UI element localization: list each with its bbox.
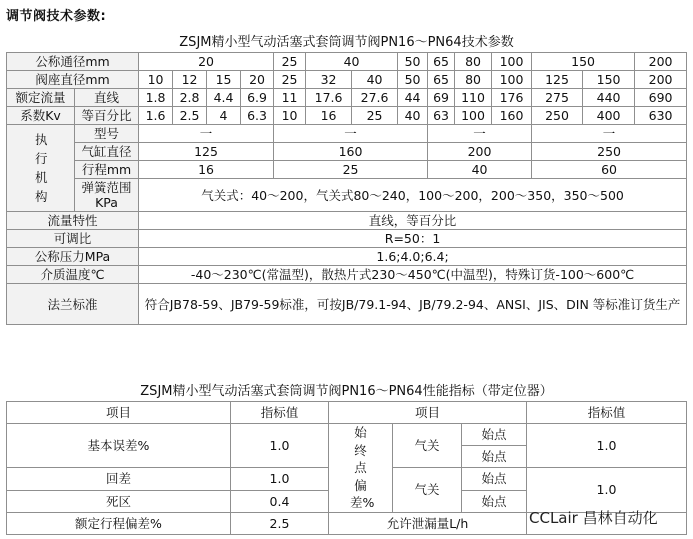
col-header: 项目 bbox=[329, 402, 527, 424]
cell: 69 bbox=[428, 89, 455, 107]
kv-label: 系数Kv bbox=[7, 107, 75, 125]
cell: 125 bbox=[139, 143, 274, 161]
row-linear bbox=[7, 89, 687, 107]
cell: 17.6 bbox=[306, 89, 352, 107]
cell: 12 bbox=[173, 71, 207, 89]
cell: 100 bbox=[455, 107, 492, 125]
row-label: 流量特性 bbox=[7, 212, 139, 230]
cell: 150 bbox=[583, 71, 635, 89]
cell: 16 bbox=[139, 161, 274, 179]
cell: 一 bbox=[139, 125, 274, 143]
cell: 80 bbox=[455, 71, 492, 89]
row-flow-characteristic bbox=[7, 212, 687, 230]
table-row bbox=[7, 424, 687, 446]
cell: 690 bbox=[635, 89, 687, 107]
cell: 200 bbox=[635, 71, 687, 89]
item-cell: 基本误差% bbox=[7, 424, 231, 468]
cell: 4.4 bbox=[207, 89, 241, 107]
cell: 250 bbox=[532, 107, 583, 125]
watermark-logo: CCLair 昌林自动化 bbox=[529, 509, 658, 527]
cell: 100 bbox=[492, 71, 532, 89]
cell: R=50：1 bbox=[139, 230, 687, 248]
value-cell: 1.0 bbox=[527, 424, 687, 468]
page-heading: 调节阀技术参数: bbox=[6, 9, 107, 24]
cell: 32 bbox=[306, 71, 352, 89]
cell: 50 bbox=[398, 53, 428, 71]
row-flange bbox=[7, 284, 687, 325]
cell: 15 bbox=[207, 71, 241, 89]
cell: 40 bbox=[352, 71, 398, 89]
cell: 100 bbox=[492, 53, 532, 71]
cell: 25 bbox=[352, 107, 398, 125]
endpoint-label: 始终点偏差% bbox=[329, 424, 393, 513]
cell: 63 bbox=[428, 107, 455, 125]
cell: 630 bbox=[635, 107, 687, 125]
row-label: 公称通径mm bbox=[7, 53, 139, 71]
table2-caption: ZSJM精小型气动活塞式套筒调节阀PN16～PN64性能指标（带定位器） bbox=[140, 384, 553, 399]
row-label: 气缸直径 bbox=[75, 143, 139, 161]
group-type: 气关 bbox=[393, 424, 462, 468]
row-nominal-pressure bbox=[7, 248, 687, 266]
row-label: 可调比 bbox=[7, 230, 139, 248]
col-header: 指标值 bbox=[527, 402, 687, 424]
row-cylinder bbox=[7, 143, 687, 161]
row-label: 弹簧范围KPa bbox=[75, 179, 139, 212]
flow-label: 额定流量 bbox=[7, 89, 75, 107]
item-cell: 死区 bbox=[7, 490, 231, 512]
cell: 200 bbox=[635, 53, 687, 71]
cell: -40～230℃(常温型)，散热片式230～450℃(中温型)，特殊订货-100～600℃ bbox=[139, 266, 687, 284]
cell: 40 bbox=[428, 161, 532, 179]
cell: 10 bbox=[139, 71, 173, 89]
cell: 160 bbox=[274, 143, 428, 161]
value-cell: 0.4 bbox=[231, 490, 329, 512]
row-nominal-diameter bbox=[7, 53, 687, 71]
leakage-label: 允许泄漏量L/h bbox=[329, 512, 527, 534]
cell: 1.6 bbox=[139, 107, 173, 125]
row-stroke bbox=[7, 161, 687, 179]
cell: 10 bbox=[274, 107, 306, 125]
value-cell: 1.0 bbox=[231, 424, 329, 468]
cell: 25 bbox=[274, 161, 428, 179]
sub-cell: 始点 bbox=[462, 424, 527, 446]
cell: 400 bbox=[583, 107, 635, 125]
cell: 2.8 bbox=[173, 89, 207, 107]
cell: 11 bbox=[274, 89, 306, 107]
cell: 50 bbox=[398, 71, 428, 89]
cell: 150 bbox=[532, 53, 635, 71]
cell: 气关式：40～200，气关式80～240，100～200，200～350，350～500 bbox=[139, 179, 687, 212]
cell: 275 bbox=[532, 89, 583, 107]
col-header: 项目 bbox=[7, 402, 231, 424]
cell: 40 bbox=[398, 107, 428, 125]
cell: 6.3 bbox=[241, 107, 274, 125]
cell: 40 bbox=[306, 53, 398, 71]
sub-cell: 始点 bbox=[462, 490, 527, 512]
cell: 1.8 bbox=[139, 89, 173, 107]
value-cell: 1.0 bbox=[527, 468, 687, 513]
cell: 160 bbox=[492, 107, 532, 125]
cell: 80 bbox=[455, 53, 492, 71]
cell: 176 bbox=[492, 89, 532, 107]
col-header: 指标值 bbox=[231, 402, 329, 424]
cell: 直线，等百分比 bbox=[139, 212, 687, 230]
row-label: 行程mm bbox=[75, 161, 139, 179]
row-temperature bbox=[7, 266, 687, 284]
item-cell: 额定行程偏差% bbox=[7, 512, 231, 534]
cell: 一 bbox=[428, 125, 532, 143]
cell: 110 bbox=[455, 89, 492, 107]
row-seat-diameter bbox=[7, 71, 687, 89]
cell: 20 bbox=[139, 53, 274, 71]
row-rangeability bbox=[7, 230, 687, 248]
row-spring bbox=[7, 179, 687, 212]
tech-params-table bbox=[6, 52, 687, 325]
sub-cell: 始点 bbox=[462, 468, 527, 491]
cell: 25 bbox=[274, 53, 306, 71]
row-label: 直线 bbox=[75, 89, 139, 107]
cell: 65 bbox=[428, 53, 455, 71]
cell: 44 bbox=[398, 89, 428, 107]
cell: 27.6 bbox=[352, 89, 398, 107]
sub-cell: 始点 bbox=[462, 446, 527, 468]
cell: 20 bbox=[241, 71, 274, 89]
row-equal-percentage bbox=[7, 107, 687, 125]
value-cell: 2.5 bbox=[231, 512, 329, 534]
value-cell: 1.0 bbox=[231, 468, 329, 491]
cell: 440 bbox=[583, 89, 635, 107]
cell: 250 bbox=[532, 143, 687, 161]
cell: 一 bbox=[532, 125, 687, 143]
row-label: 介质温度℃ bbox=[7, 266, 139, 284]
row-label: 法兰标准 bbox=[7, 284, 139, 325]
cell: 2.5 bbox=[173, 107, 207, 125]
cell: 60 bbox=[532, 161, 687, 179]
cell: 1.6;4.0;6.4; bbox=[139, 248, 687, 266]
item-cell: 回差 bbox=[7, 468, 231, 491]
table1-caption: ZSJM精小型气动活塞式套筒调节阀PN16～PN64技术参数 bbox=[179, 35, 514, 50]
cell: 6.9 bbox=[241, 89, 274, 107]
cell: 16 bbox=[306, 107, 352, 125]
row-label: 型号 bbox=[75, 125, 139, 143]
cell: 25 bbox=[274, 71, 306, 89]
cell: 65 bbox=[428, 71, 455, 89]
cell: 4 bbox=[207, 107, 241, 125]
header-row bbox=[7, 402, 687, 424]
row-label: 等百分比 bbox=[75, 107, 139, 125]
cell: 200 bbox=[428, 143, 532, 161]
group-type: 气关 bbox=[393, 468, 462, 513]
row-label: 公称压力MPa bbox=[7, 248, 139, 266]
cell: 125 bbox=[532, 71, 583, 89]
row-label: 阀座直径mm bbox=[7, 71, 139, 89]
cell: 符合JB78-59、JB79-59标准，可按JB/79.1-94、JB/79.2-94、ANSI、JIS、DIN 等标准订货生产 bbox=[139, 284, 687, 325]
actuator-label: 执行机构 bbox=[7, 125, 75, 212]
row-model bbox=[7, 125, 687, 143]
cell: 一 bbox=[274, 125, 428, 143]
